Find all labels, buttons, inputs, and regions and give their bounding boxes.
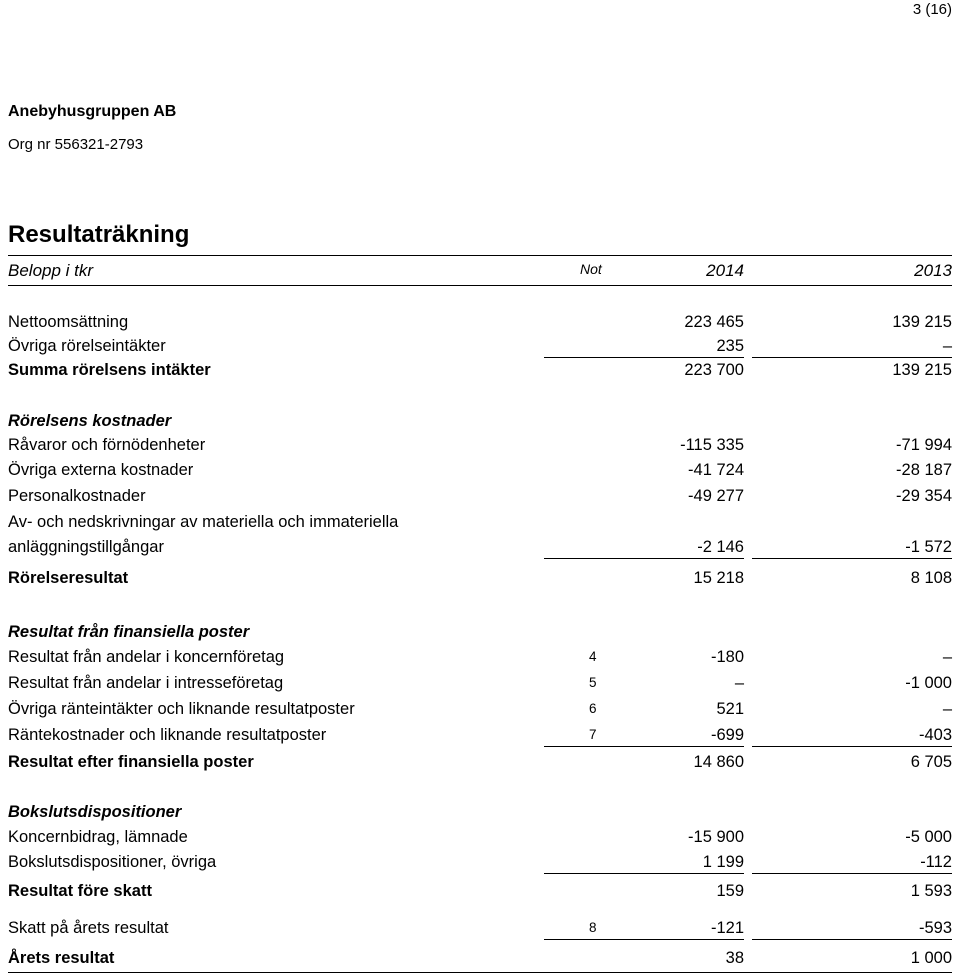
value-2013: -112 — [920, 853, 952, 871]
row-label: Resultat före skatt — [8, 882, 152, 900]
row-label: Skatt på årets resultat — [8, 919, 169, 937]
value-2014: – — [734, 674, 744, 692]
table-row — [0, 484, 960, 508]
row-label: Nettoomsättning — [8, 313, 129, 331]
value-2014: 235 — [716, 337, 744, 355]
value-2014: -49 277 — [688, 487, 744, 505]
value-2014: 159 — [716, 882, 744, 900]
value-2013: 139 215 — [892, 361, 952, 379]
table-row — [0, 535, 960, 559]
org-number: Org nr 556321-2793 — [8, 136, 144, 153]
table-row — [0, 358, 960, 382]
page-title: Resultaträkning — [8, 221, 190, 248]
note-ref: 4 — [589, 649, 597, 664]
table-row — [0, 510, 960, 534]
row-label: Summa rörelsens intäkter — [8, 361, 211, 379]
table-row — [0, 850, 960, 874]
value-2014: 521 — [716, 700, 744, 718]
company-name: Anebyhusgruppen AB — [8, 103, 177, 120]
row-label: Råvaror och förnödenheter — [8, 436, 206, 454]
table-row — [0, 946, 960, 970]
value-2013: -28 187 — [896, 461, 952, 479]
header-bottom-rule — [8, 285, 952, 286]
subtotal-rule — [544, 939, 744, 940]
row-label: Övriga rörelseintäkter — [8, 337, 166, 355]
row-label: Bokslutsdispositioner, övriga — [8, 853, 217, 871]
section-heading — [0, 620, 960, 644]
page-number: 3 (16) — [912, 1, 952, 18]
row-label: Koncernbidrag, lämnade — [8, 828, 188, 846]
value-2014: -699 — [710, 726, 744, 744]
table-row — [0, 334, 960, 358]
value-2013: -1 572 — [905, 538, 952, 556]
subtotal-rule — [544, 873, 744, 874]
table-row — [0, 310, 960, 334]
value-2014: 14 860 — [693, 753, 744, 771]
row-label: Rörelseresultat — [8, 569, 129, 587]
subtotal-rule — [752, 558, 952, 559]
row-label: Resultat från finansiella poster — [8, 623, 250, 641]
value-2014: 15 218 — [693, 569, 744, 587]
subtotal-rule — [752, 939, 952, 940]
note-ref: 7 — [589, 727, 597, 742]
value-2014: 38 — [725, 949, 744, 967]
note-ref: 6 — [589, 701, 597, 716]
header-year-2013: 2013 — [914, 261, 952, 280]
table-row — [0, 645, 960, 669]
table-row — [0, 879, 960, 903]
row-label: Årets resultat — [8, 949, 115, 967]
value-2013: – — [942, 648, 952, 666]
value-2014: -2 146 — [697, 538, 744, 556]
subtotal-rule — [752, 873, 952, 874]
value-2013: -71 994 — [896, 436, 952, 454]
value-2013: -593 — [918, 919, 952, 937]
table-row — [0, 697, 960, 721]
value-2014: -180 — [710, 648, 744, 666]
row-label: Av- och nedskrivningar av materiella och immateriella — [8, 513, 399, 531]
value-2014: -15 900 — [688, 828, 744, 846]
subtotal-rule — [544, 746, 744, 747]
row-label: Räntekostnader och liknande resultatposter — [8, 726, 327, 744]
table-row — [0, 750, 960, 774]
value-2013: 8 108 — [910, 569, 952, 587]
table-row — [0, 433, 960, 457]
value-2014: -121 — [710, 919, 744, 937]
value-2013: – — [942, 337, 952, 355]
note-ref: 5 — [589, 675, 597, 690]
header-top-rule — [8, 255, 952, 256]
value-2013: -1 000 — [905, 674, 952, 692]
row-label: anläggningstillgångar — [8, 538, 164, 556]
value-2013: 1 000 — [910, 949, 952, 967]
table-row — [0, 825, 960, 849]
value-2013: – — [942, 700, 952, 718]
row-label: Resultat efter finansiella poster — [8, 753, 254, 771]
row-label: Resultat från andelar i intresseföretag — [8, 674, 284, 692]
row-label: Personalkostnader — [8, 487, 146, 505]
note-ref: 8 — [589, 920, 597, 935]
row-label: Övriga ränteintäkter och liknande resultatposter — [8, 700, 355, 718]
table-row — [0, 916, 960, 940]
value-2014: 223 700 — [684, 361, 744, 379]
value-2014: 223 465 — [684, 313, 744, 331]
row-label: Övriga externa kostnader — [8, 461, 194, 479]
value-2014: 1 199 — [702, 853, 744, 871]
value-2013: -5 000 — [905, 828, 952, 846]
subtotal-rule — [752, 746, 952, 747]
row-label: Resultat från andelar i koncernföretag — [8, 648, 285, 666]
section-heading — [0, 409, 960, 433]
bottom-rule — [8, 972, 952, 973]
value-2013: -29 354 — [896, 487, 952, 505]
value-2014: -41 724 — [688, 461, 744, 479]
header-year-2014: 2014 — [706, 261, 744, 280]
table-row — [0, 566, 960, 590]
table-row — [0, 723, 960, 747]
value-2013: -403 — [918, 726, 952, 744]
value-2013: 139 215 — [892, 313, 952, 331]
header-note: Not — [580, 261, 602, 277]
row-label: Bokslutsdispositioner — [8, 803, 182, 821]
value-2013: 6 705 — [910, 753, 952, 771]
table-row — [0, 671, 960, 695]
subtotal-rule — [544, 558, 744, 559]
value-2014: -115 335 — [680, 436, 744, 454]
header-label: Belopp i tkr — [8, 261, 94, 280]
section-heading — [0, 800, 960, 824]
row-label: Rörelsens kostnader — [8, 412, 172, 430]
value-2013: 1 593 — [910, 882, 952, 900]
table-row — [0, 458, 960, 482]
